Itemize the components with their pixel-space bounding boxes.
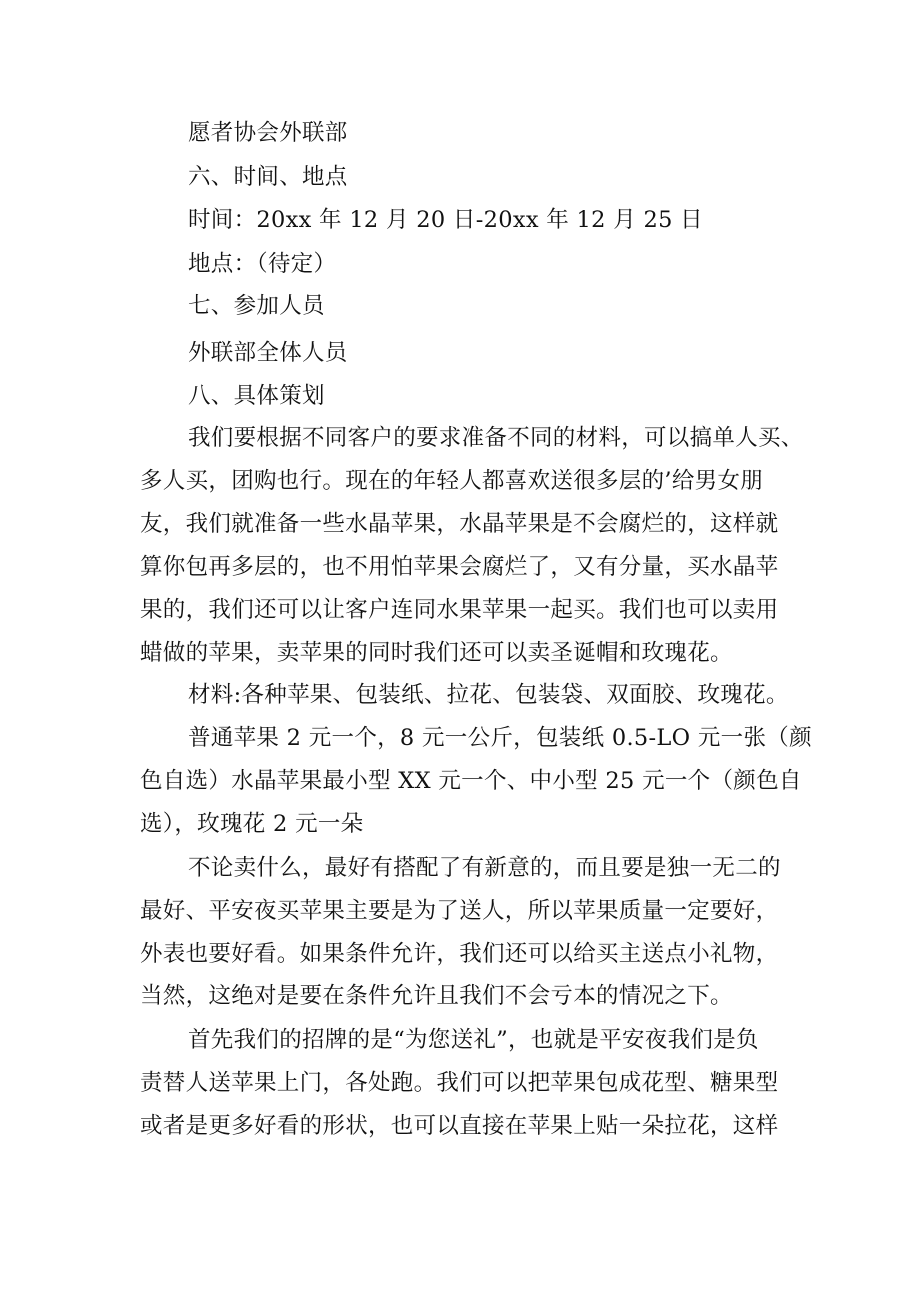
text-line-participants: 外联部全体人员 bbox=[188, 340, 348, 366]
paragraph-line: 普通苹果 2 元一个，8 元一公斤，包装纸 0.5-LO 元一张（颜 bbox=[188, 725, 812, 751]
paragraph-line: 不论卖什么，最好有搭配了有新意的，而且要是独一无二的 bbox=[188, 855, 781, 881]
paragraph-line: 果的，我们还可以让客户连同水果苹果一起买。我们也可以卖用 bbox=[140, 597, 779, 623]
text-line-time: 时间：20xx 年 12 月 20 日-20xx 年 12 月 25 日 bbox=[188, 207, 703, 233]
paragraph-line: 外表也要好看。如果条件允许，我们还可以给买主送点小礼物， bbox=[140, 941, 779, 967]
paragraph-line: 最好、平安夜买苹果主要是为了送人，所以苹果质量一定要好， bbox=[140, 898, 779, 924]
text-line-location: 地点：（待定） bbox=[188, 251, 337, 277]
paragraph-line: 友，我们就准备一些水晶苹果，水晶苹果是不会腐烂的，这样就 bbox=[140, 511, 779, 537]
paragraph-line: 我们要根据不同客户的要求准备不同的材料，可以搞单人买、 bbox=[188, 425, 804, 451]
text-line-org: 愿者协会外联部 bbox=[188, 120, 348, 146]
paragraph-line: 多人买，团购也行。现在的年轻人都喜欢送很多层的’给男女朋 bbox=[140, 468, 764, 494]
heading-time-location: 六、时间、地点 bbox=[188, 164, 348, 190]
paragraph-line: 色自选）水晶苹果最小型 XX 元一个、中小型 25 元一个（颜色自 bbox=[140, 768, 802, 794]
paragraph-line: 或者是更多好看的形状，也可以直接在苹果上贴一朵拉花，这样 bbox=[140, 1113, 779, 1139]
paragraph-line: 当然，这绝对是要在条件允许且我们不会亏本的情况之下。 bbox=[140, 983, 733, 1009]
paragraph-line: 首先我们的招牌的是“为您送礼”，也就是平安夜我们是负 bbox=[188, 1027, 759, 1053]
heading-participants: 七、参加人员 bbox=[188, 293, 325, 319]
paragraph-line: 蜡做的苹果，卖苹果的同时我们还可以卖圣诞帽和玫瑰花。 bbox=[140, 640, 733, 666]
paragraph-line: 算你包再多层的，也不用怕苹果会腐烂了，又有分量，买水晶苹 bbox=[140, 554, 779, 580]
text-line-materials: 材料:各种苹果、包装纸、拉花、包装袋、双面胶、玫瑰花。 bbox=[188, 682, 789, 708]
paragraph-line: 选），玫瑰花 2 元一朵 bbox=[140, 811, 364, 837]
heading-plan: 八、具体策划 bbox=[188, 383, 325, 409]
paragraph-line: 责替人送苹果上门，各处跑。我们可以把苹果包成花型、糖果型 bbox=[140, 1070, 779, 1096]
